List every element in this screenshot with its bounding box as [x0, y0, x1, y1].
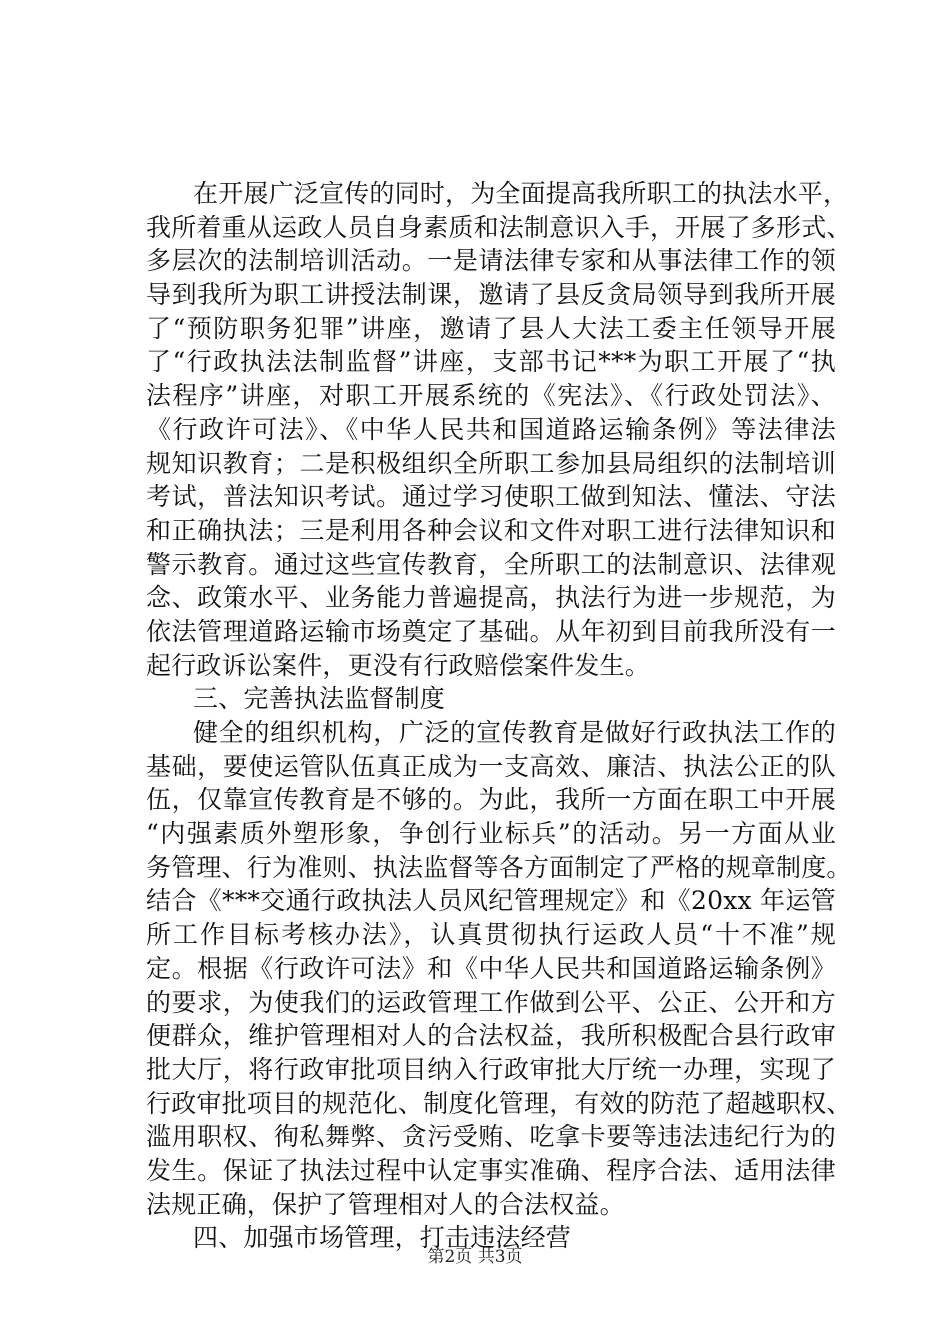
- paragraph-line: 了“预防职务犯罪”讲座，邀请了县人大法工委主任领导开展: [146, 313, 836, 343]
- paragraph-line: 发生。保证了执法过程中认定事实准确、程序合法、适用法律: [146, 1155, 836, 1185]
- paragraph-line: 法规正确，保护了管理相对人的合法权益。: [146, 1189, 625, 1219]
- paragraph-line: 了“行政执法法制监督”讲座，支部书记***为职工开展了“执: [146, 347, 836, 377]
- paragraph-line: 我所着重从运政人员自身素质和法制意识入手，开展了多形式、: [146, 212, 852, 242]
- paragraph-line: 定。根据《行政许可法》和《中华人民共和国道路运输条例》: [146, 953, 836, 983]
- paragraph-line: 念、政策水平、业务能力普遍提高，执法行为进一步规范，为: [146, 583, 836, 613]
- paragraph-line: 批大厅，将行政审批项目纳入行政审批大厅统一办理，实现了: [146, 1054, 836, 1084]
- paragraph-line: 所工作目标考核办法》，认真贯彻执行运政人员“十不准”规: [146, 920, 836, 950]
- page-footer: 第2页 共3页: [427, 1247, 523, 1267]
- paragraph-line: 法程序”讲座，对职工开展系统的《宪法》、《行政处罚法》、: [146, 381, 836, 411]
- paragraph-line: 规知识教育；二是积极组织全所职工参加县局组织的法制培训: [146, 448, 836, 478]
- paragraph-line: 基础，要使运管队伍真正成为一支高效、廉洁、执法公正的队: [146, 751, 836, 781]
- paragraph-line: 便群众，维护管理相对人的合法权益，我所积极配合县行政审: [146, 1021, 836, 1051]
- paragraph-line: 导到我所为职工讲授法制课，邀请了县反贪局领导到我所开展: [146, 280, 836, 310]
- paragraph-line: 警示教育。通过这些宣传教育，全所职工的法制意识、法律观: [146, 549, 836, 579]
- paragraph-line: 滥用职权、徇私舞弊、贪污受贿、吃拿卡要等违法违纪行为的: [146, 1122, 836, 1152]
- paragraph-line: 依法管理道路运输市场奠定了基础。从年初到目前我所没有一: [146, 616, 836, 646]
- paragraph-line: 起行政诉讼案件，更没有行政赔偿案件发生。: [146, 650, 651, 680]
- paragraph-line: 《行政许可法》、《中华人民共和国道路运输条例》等法律法: [146, 414, 836, 444]
- body-text: [146, 177, 852, 1255]
- paragraph-line: 的要求，为使我们的运政管理工作做到公平、公正、公开和方: [146, 987, 836, 1017]
- paragraph-line: 和正确执法；三是利用各种会议和文件对职工进行法律知识和: [146, 515, 836, 545]
- paragraph-line: 多层次的法制培训活动。一是请法律专家和从事法律工作的领: [146, 246, 836, 276]
- paragraph-line: “内强素质外塑形象，争创行业标兵”的活动。另一方面从业: [146, 819, 836, 849]
- section-heading: 三、完善执法监督制度: [193, 684, 446, 714]
- paragraph-line: 行政审批项目的规范化、制度化管理，有效的防范了超越职权、: [146, 1088, 852, 1118]
- paragraph-line: 结合《***交通行政执法人员风纪管理规定》和《20xx 年运管: [146, 886, 836, 916]
- paragraph-line: 务管理、行为准则、执法监督等各方面制定了严格的规章制度。: [146, 852, 852, 882]
- paragraph-line: 伍，仅靠宣传教育是不够的。为此，我所一方面在职工中开展: [146, 785, 836, 815]
- section-heading: 四、加强市场管理，打击违法经营: [193, 1223, 572, 1253]
- paragraph-line: 考试，普法知识考试。通过学习使职工做到知法、懂法、守法: [146, 482, 836, 512]
- paragraph-line: 在开展广泛宣传的同时，为全面提高我所职工的执法水平，: [193, 179, 849, 208]
- paragraph-line: 健全的组织机构，广泛的宣传教育是做好行政执法工作的: [193, 718, 836, 747]
